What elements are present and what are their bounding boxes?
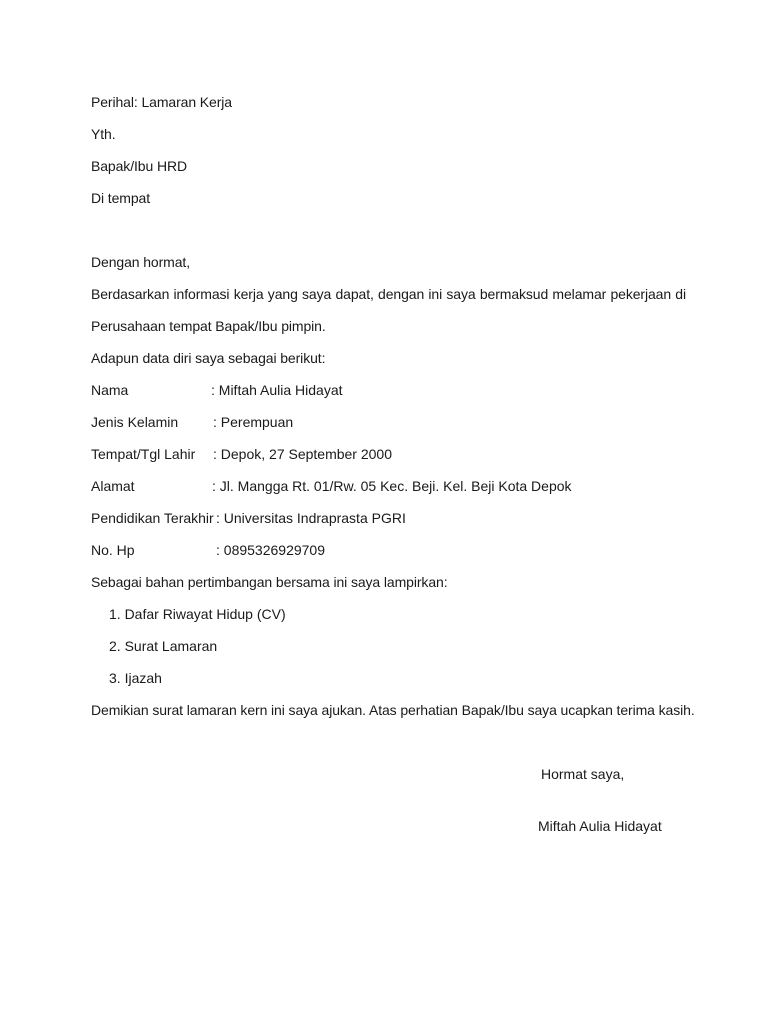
greeting: Dengan hormat, bbox=[91, 254, 190, 270]
attachment-item: 3. Ijazah bbox=[109, 670, 162, 686]
field-value-alamat: : Jl. Mangga Rt. 01/Rw. 05 Kec. Beji. Kel. Beji Kota Depok bbox=[212, 478, 572, 494]
field-label-jenis-kelamin: Jenis Kelamin bbox=[91, 414, 179, 430]
field-value-tempat-tgl-lahir: : Depok, 27 September 2000 bbox=[213, 446, 393, 462]
sign-off: Hormat saya, bbox=[541, 766, 625, 782]
closing-paragraph: Demikian surat lamaran kern ini saya ajukan. Atas perhatian Bapak/Ibu saya ucapkan terima kasih. bbox=[91, 702, 695, 718]
attachment-item: 2. Surat Lamaran bbox=[109, 638, 218, 654]
field-value-nama: : Miftah Aulia Hidayat bbox=[211, 382, 343, 398]
field-value-pendidikan-terakhir: : Universitas Indraprasta PGRI bbox=[216, 510, 406, 526]
intro-paragraph-line-1: Berdasarkan informasi kerja yang saya dapat, dengan ini saya bermaksud melamar pekerjaan di bbox=[91, 286, 686, 302]
field-label-pendidikan-terakhir: Pendidikan Terakhir bbox=[91, 510, 214, 526]
data-intro: Adapun data diri saya sebagai berikut: bbox=[91, 350, 326, 366]
attachment-item: 1. Dafar Riwayat Hidup (CV) bbox=[109, 606, 286, 622]
field-label-alamat: Alamat bbox=[91, 478, 135, 494]
field-label-nama: Nama bbox=[91, 382, 129, 398]
subject-line: Perihal: Lamaran Kerja bbox=[91, 94, 232, 110]
field-label-no-hp: No. Hp bbox=[91, 542, 135, 558]
intro-paragraph-line-2: Perusahaan tempat Bapak/Ibu pimpin. bbox=[91, 318, 326, 334]
recipient-prefix: Yth. bbox=[91, 126, 116, 142]
field-value-jenis-kelamin: : Perempuan bbox=[213, 414, 294, 430]
field-label-tempat-tgl-lahir: Tempat/Tgl Lahir bbox=[91, 446, 196, 462]
recipient-place: Di tempat bbox=[91, 190, 151, 206]
signer-name: Miftah Aulia Hidayat bbox=[538, 818, 662, 834]
recipient-name: Bapak/Ibu HRD bbox=[91, 158, 187, 174]
attachments-intro: Sebagai bahan pertimbangan bersama ini saya lampirkan: bbox=[91, 574, 448, 590]
field-value-no-hp: : 0895326929709 bbox=[216, 542, 325, 558]
